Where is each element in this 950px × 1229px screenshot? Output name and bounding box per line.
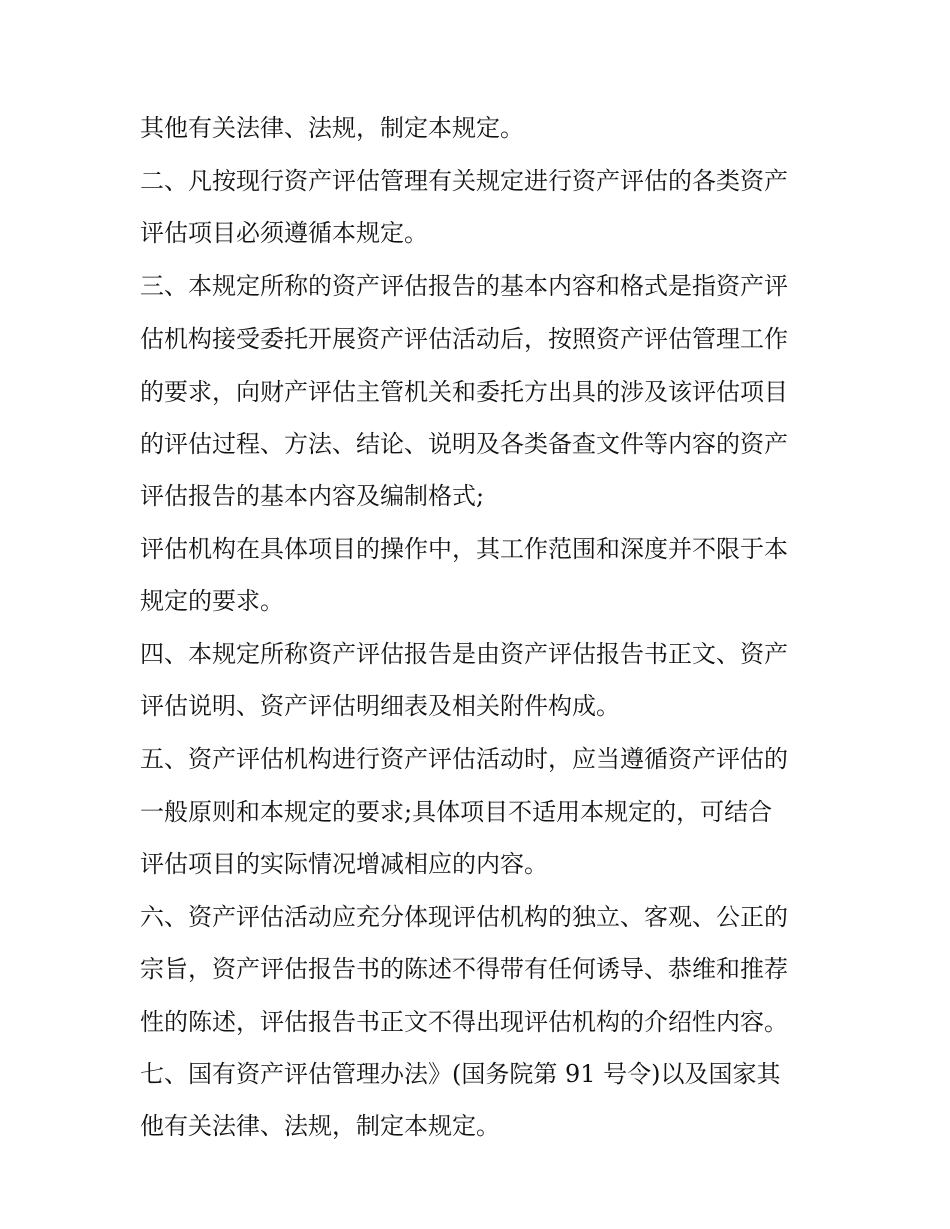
text-line: 评估项目必须遵循本规定。 — [140, 219, 428, 247]
text-line: 评估项目的实际情况增减相应的内容。 — [140, 850, 548, 878]
text-line: 规定的要求。 — [140, 587, 284, 615]
text-line: 四、本规定所称资产评估报告是由资产评估报告书正文、资产 — [140, 640, 788, 668]
text-line: 二、凡按现行资产评估管理有关规定进行资产评估的各类资产 — [140, 167, 788, 195]
text-line: 其他有关法律、法规，制定本规定。 — [140, 114, 524, 142]
text-line: 一般原则和本规定的要求;具体项目不适用本规定的，可结合 — [140, 798, 773, 826]
text-line: 评估机构在具体项目的操作中，其工作范围和深度并不限于本 — [140, 535, 788, 563]
text-line: 评估报告的基本内容及编制格式; — [140, 482, 485, 510]
text-line: 六、资产评估活动应充分体现评估机构的独立、客观、公正的 — [140, 903, 788, 931]
text-line: 七、国有资产评估管理办法》(国务院第 91 号令)以及国家其 — [140, 1060, 781, 1088]
text-line: 估机构接受委托开展资产评估活动后，按照资产评估管理工作 — [140, 325, 788, 353]
text-line: 的要求，向财产评估主管机关和委托方出具的涉及该评估项目 — [140, 378, 788, 406]
text-line: 评估说明、资产评估明细表及相关附件构成。 — [140, 692, 620, 720]
text-line: 宗旨，资产评估报告书的陈述不得带有任何诱导、恭维和推荐 — [140, 955, 788, 983]
text-line: 他有关法律、法规，制定本规定。 — [140, 1112, 500, 1140]
text-line: 的评估过程、方法、结论、说明及各类备查文件等内容的资产 — [140, 430, 788, 458]
text-line: 三、本规定所称的资产评估报告的基本内容和格式是指资产评 — [140, 272, 788, 300]
text-line: 性的陈述，评估报告书正文不得出现评估机构的介绍性内容。 — [140, 1008, 788, 1036]
text-line: 五、资产评估机构进行资产评估活动时，应当遵循资产评估的 — [140, 745, 788, 773]
